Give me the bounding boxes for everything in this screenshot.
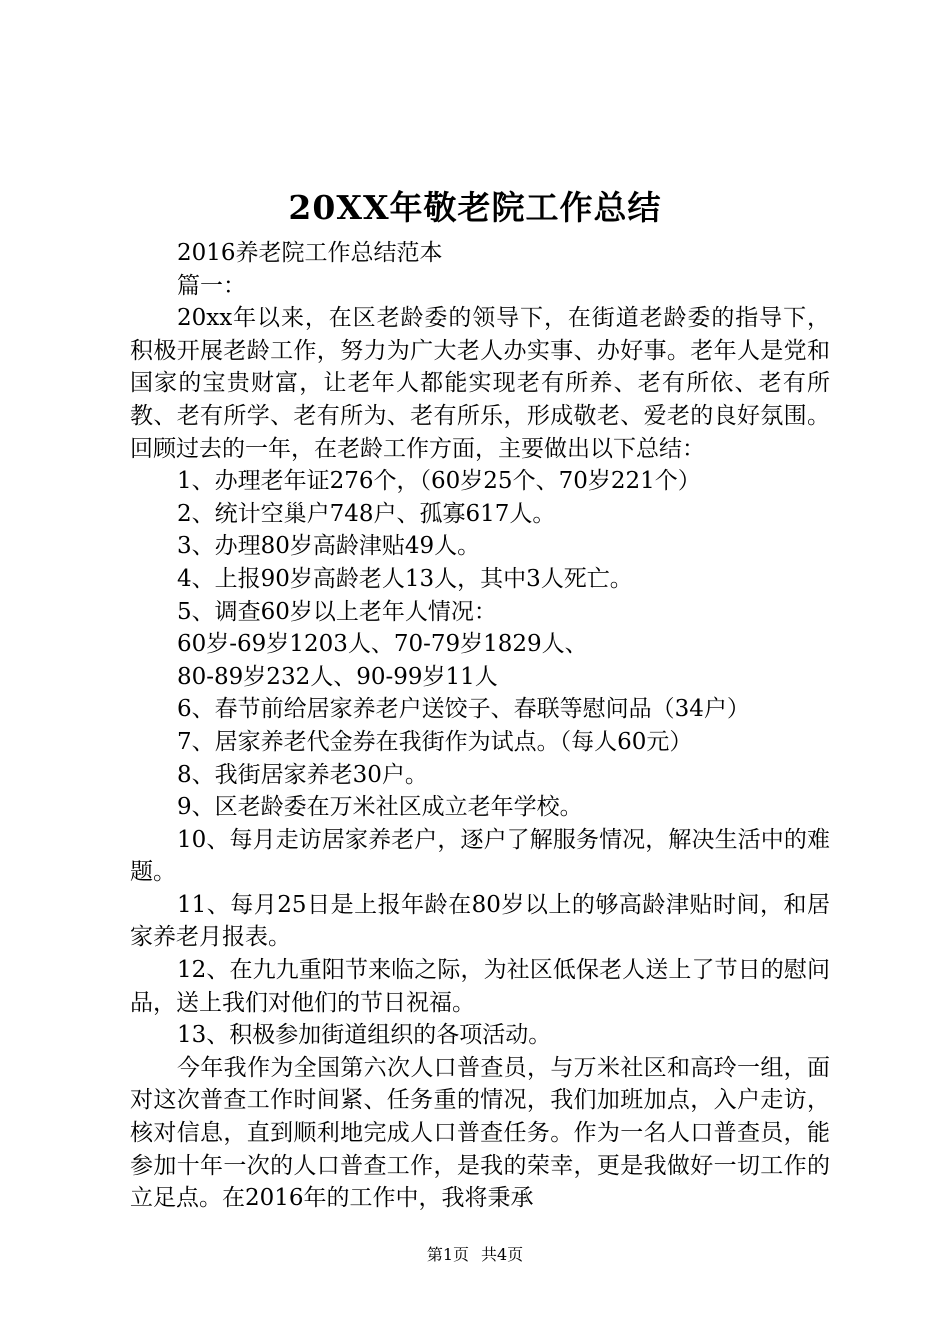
list-item-6: 6、春节前给居家养老户送饺子、春联等慰问品（34户） bbox=[177, 696, 750, 723]
section-heading: 篇一： bbox=[177, 272, 246, 299]
list-item-11: 11、每月25日是上报年龄在80岁以上的够高龄津贴时间，和居家养老月报表。 bbox=[130, 891, 830, 951]
list-item-12: 12、在九九重阳节来临之际，为社区低保老人送上了节日的慰问品，送上我们对他们的节日祝福。 bbox=[130, 957, 830, 1016]
list-item-13: 13、积极参加街道组织的各项活动。 bbox=[177, 1022, 552, 1049]
document-title: 20XX年敬老院工作总结 bbox=[288, 188, 662, 227]
list-item-7: 7、居家养老代金券在我街作为试点。（每人60元） bbox=[177, 728, 693, 755]
list-item-5: 5、调查60岁以上老年人情况： bbox=[177, 598, 497, 625]
list-item-10: 10、每月走访居家养老户，逐户了解服务情况，解决生活中的难题。 bbox=[130, 826, 830, 886]
page-number: 第1页 bbox=[426, 1245, 469, 1264]
page-footer bbox=[0, 1244, 950, 1266]
subtitle-paragraph: 2016养老院工作总结范本 bbox=[177, 240, 443, 266]
list-item-5-detail-b: 80-89岁232人、90-99岁11人 bbox=[177, 663, 498, 690]
page-total: 共4页 bbox=[481, 1245, 524, 1264]
list-item-5-detail-a: 60岁-69岁1203人、70-79岁1829人、 bbox=[177, 631, 588, 658]
list-item-1: 1、办理老年证276个，（60岁25个、70岁221个） bbox=[177, 468, 701, 495]
document-body bbox=[130, 237, 830, 1215]
list-item-2: 2、统计空巢户748户、孤寡617人。 bbox=[177, 500, 556, 527]
census-paragraph: 今年我作为全国第六次人口普查员，与万米社区和高玲一组，面对这次普查工作时间紧、任务重的情况，我们加班加点，入户走访，核对信息，直到顺利地完成人口普查任务。作为一名人口普查员，能参加十年一次的人口普查工作，是我的荣幸，更是我做好一切工作的立足点。在2016年的工作中，我将秉承 bbox=[130, 1054, 830, 1212]
intro-paragraph: 20xx年以来，在区老龄委的领导下，在街道老龄委的指导下，积极开展老龄工作，努力为广大老人办实事、办好事。老年人是党和国家的宝贵财富，让老年人都能实现老有所养、老有所依、老有所教、老有所学、老有所为、老有所乐，形成敬老、爱老的良好氛围。回顾过去的一年，在老龄工作方面，主要做出以下总结： bbox=[130, 305, 830, 462]
list-item-4: 4、上报90岁高龄老人13人，其中3人死亡。 bbox=[177, 565, 633, 592]
list-item-8: 8、我街居家养老30户。 bbox=[177, 761, 428, 788]
list-item-3: 3、办理80岁高龄津贴49人。 bbox=[177, 533, 481, 560]
list-item-9: 9、区老龄委在万米社区成立老年学校。 bbox=[177, 794, 583, 821]
